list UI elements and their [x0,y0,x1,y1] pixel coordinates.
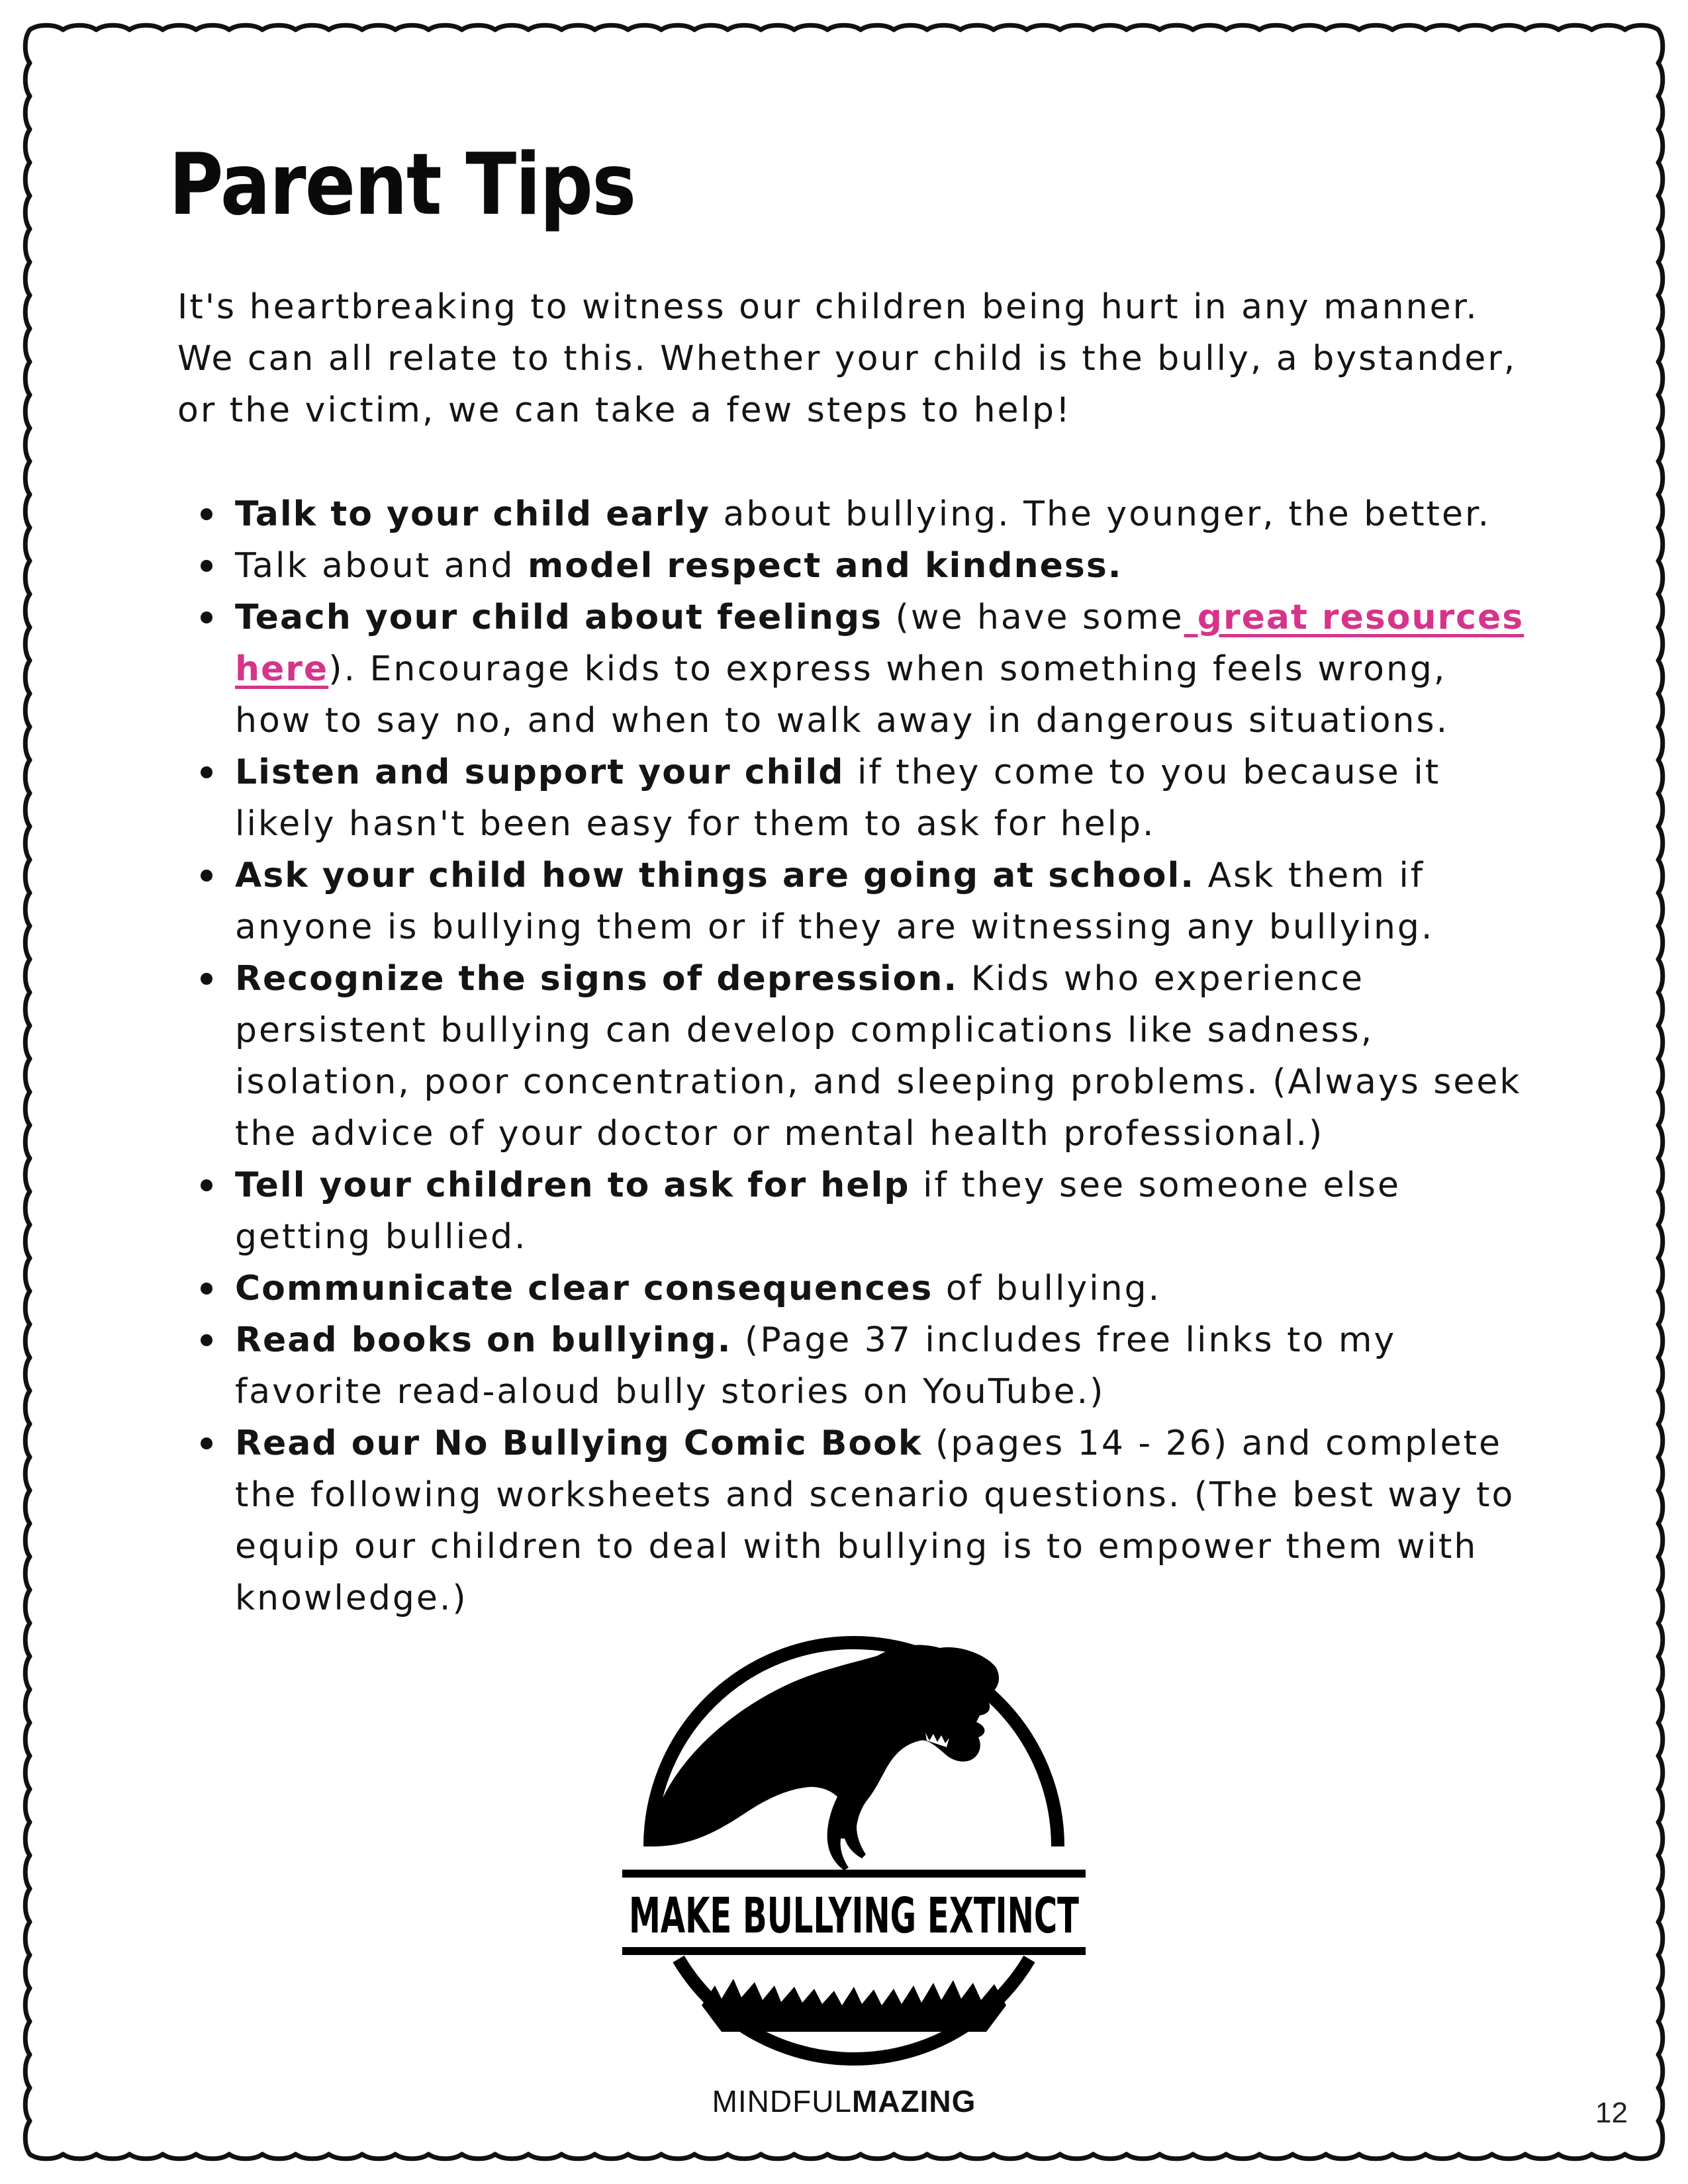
tip-bold: Read our No Bullying Comic Book [235,1424,923,1463]
logo-text: MAKE BULLYING EXTINCT [629,1888,1080,1944]
dinosaur-icon [652,1645,999,1870]
tip-bold: Communicate clear consequences [235,1269,933,1308]
tip-bold: Listen and support your child [235,752,845,792]
tip-bold: Teach your child about feelings [235,598,883,637]
tip-item [235,747,1532,850]
make-bullying-extinct-logo [616,1608,1092,2071]
tip-item [235,1314,1532,1418]
tip-item [235,592,1532,747]
tip-bold: Recognize the signs of depression. [235,959,959,999]
tips-list [235,488,1532,1624]
tip-text: Talk about and [235,546,528,586]
tip-text: of bullying. [933,1269,1162,1308]
tip-text: Kids who experience persistent bullying can develop complications like sadness, isolation, poor concentration, and sleeping problems. (Always seek the advice of your doctor or mental health professional.) [235,959,1522,1154]
tip-bold: model respect and kindness. [528,546,1123,586]
tip-bold: Tell your children to ask for help [235,1165,910,1205]
tip-item [235,1160,1532,1263]
tip-text: (Page 37 includes free links to my favorite read-aloud bully stories on YouTube.) [235,1320,1397,1412]
tip-item [235,1263,1532,1314]
footer-brand [0,2083,1688,2119]
tip-item [235,1418,1532,1624]
tip-bold: Talk to your child early [235,494,710,534]
tip-bold: Read books on bullying. [235,1320,732,1360]
tip-text: ). Encourage kids to express when something feels wrong, how to say no, and when to walk away in dangerous situations. [235,649,1450,741]
brand-light: MINDFUL [712,2084,853,2118]
intro-paragraph: It's heartbreaking to witness our children being hurt in any manner. We can all relate to this. Whether your child is the bully, a bystander, or the victim, we can take a few steps to help! [177,287,1517,430]
great-resources-link[interactable]: great resources here [235,598,1524,689]
grass-icon [702,1979,1006,2032]
tip-item [235,850,1532,953]
tip-item [235,540,1532,592]
page-title: Parent Tips [169,136,635,234]
tip-text: Ask them if anyone is bullying them or if they are witnessing any bullying. [235,856,1434,947]
page-number: 12 [1595,2097,1628,2129]
brand-bold: MAZING [852,2084,976,2118]
tip-text: (we have some [882,598,1184,637]
tip-text: about bullying. The younger, the better. [710,494,1491,534]
tip-bold: Ask your child how things are going at school. [235,856,1196,895]
tip-item [235,488,1532,540]
logo-banner-bottom [622,1947,1086,1955]
logo-banner-top [622,1870,1086,1878]
tip-text: if they come to you because it likely hasn't been easy for them to ask for help. [235,752,1441,844]
tip-text: if they see someone else getting bullied. [235,1165,1401,1257]
tip-text: (pages 14 - 26) and complete the following worksheets and scenario questions. (The best way to equip our children to deal with bullying is to empower them with knowledge.) [235,1424,1515,1618]
tip-item [235,953,1532,1160]
